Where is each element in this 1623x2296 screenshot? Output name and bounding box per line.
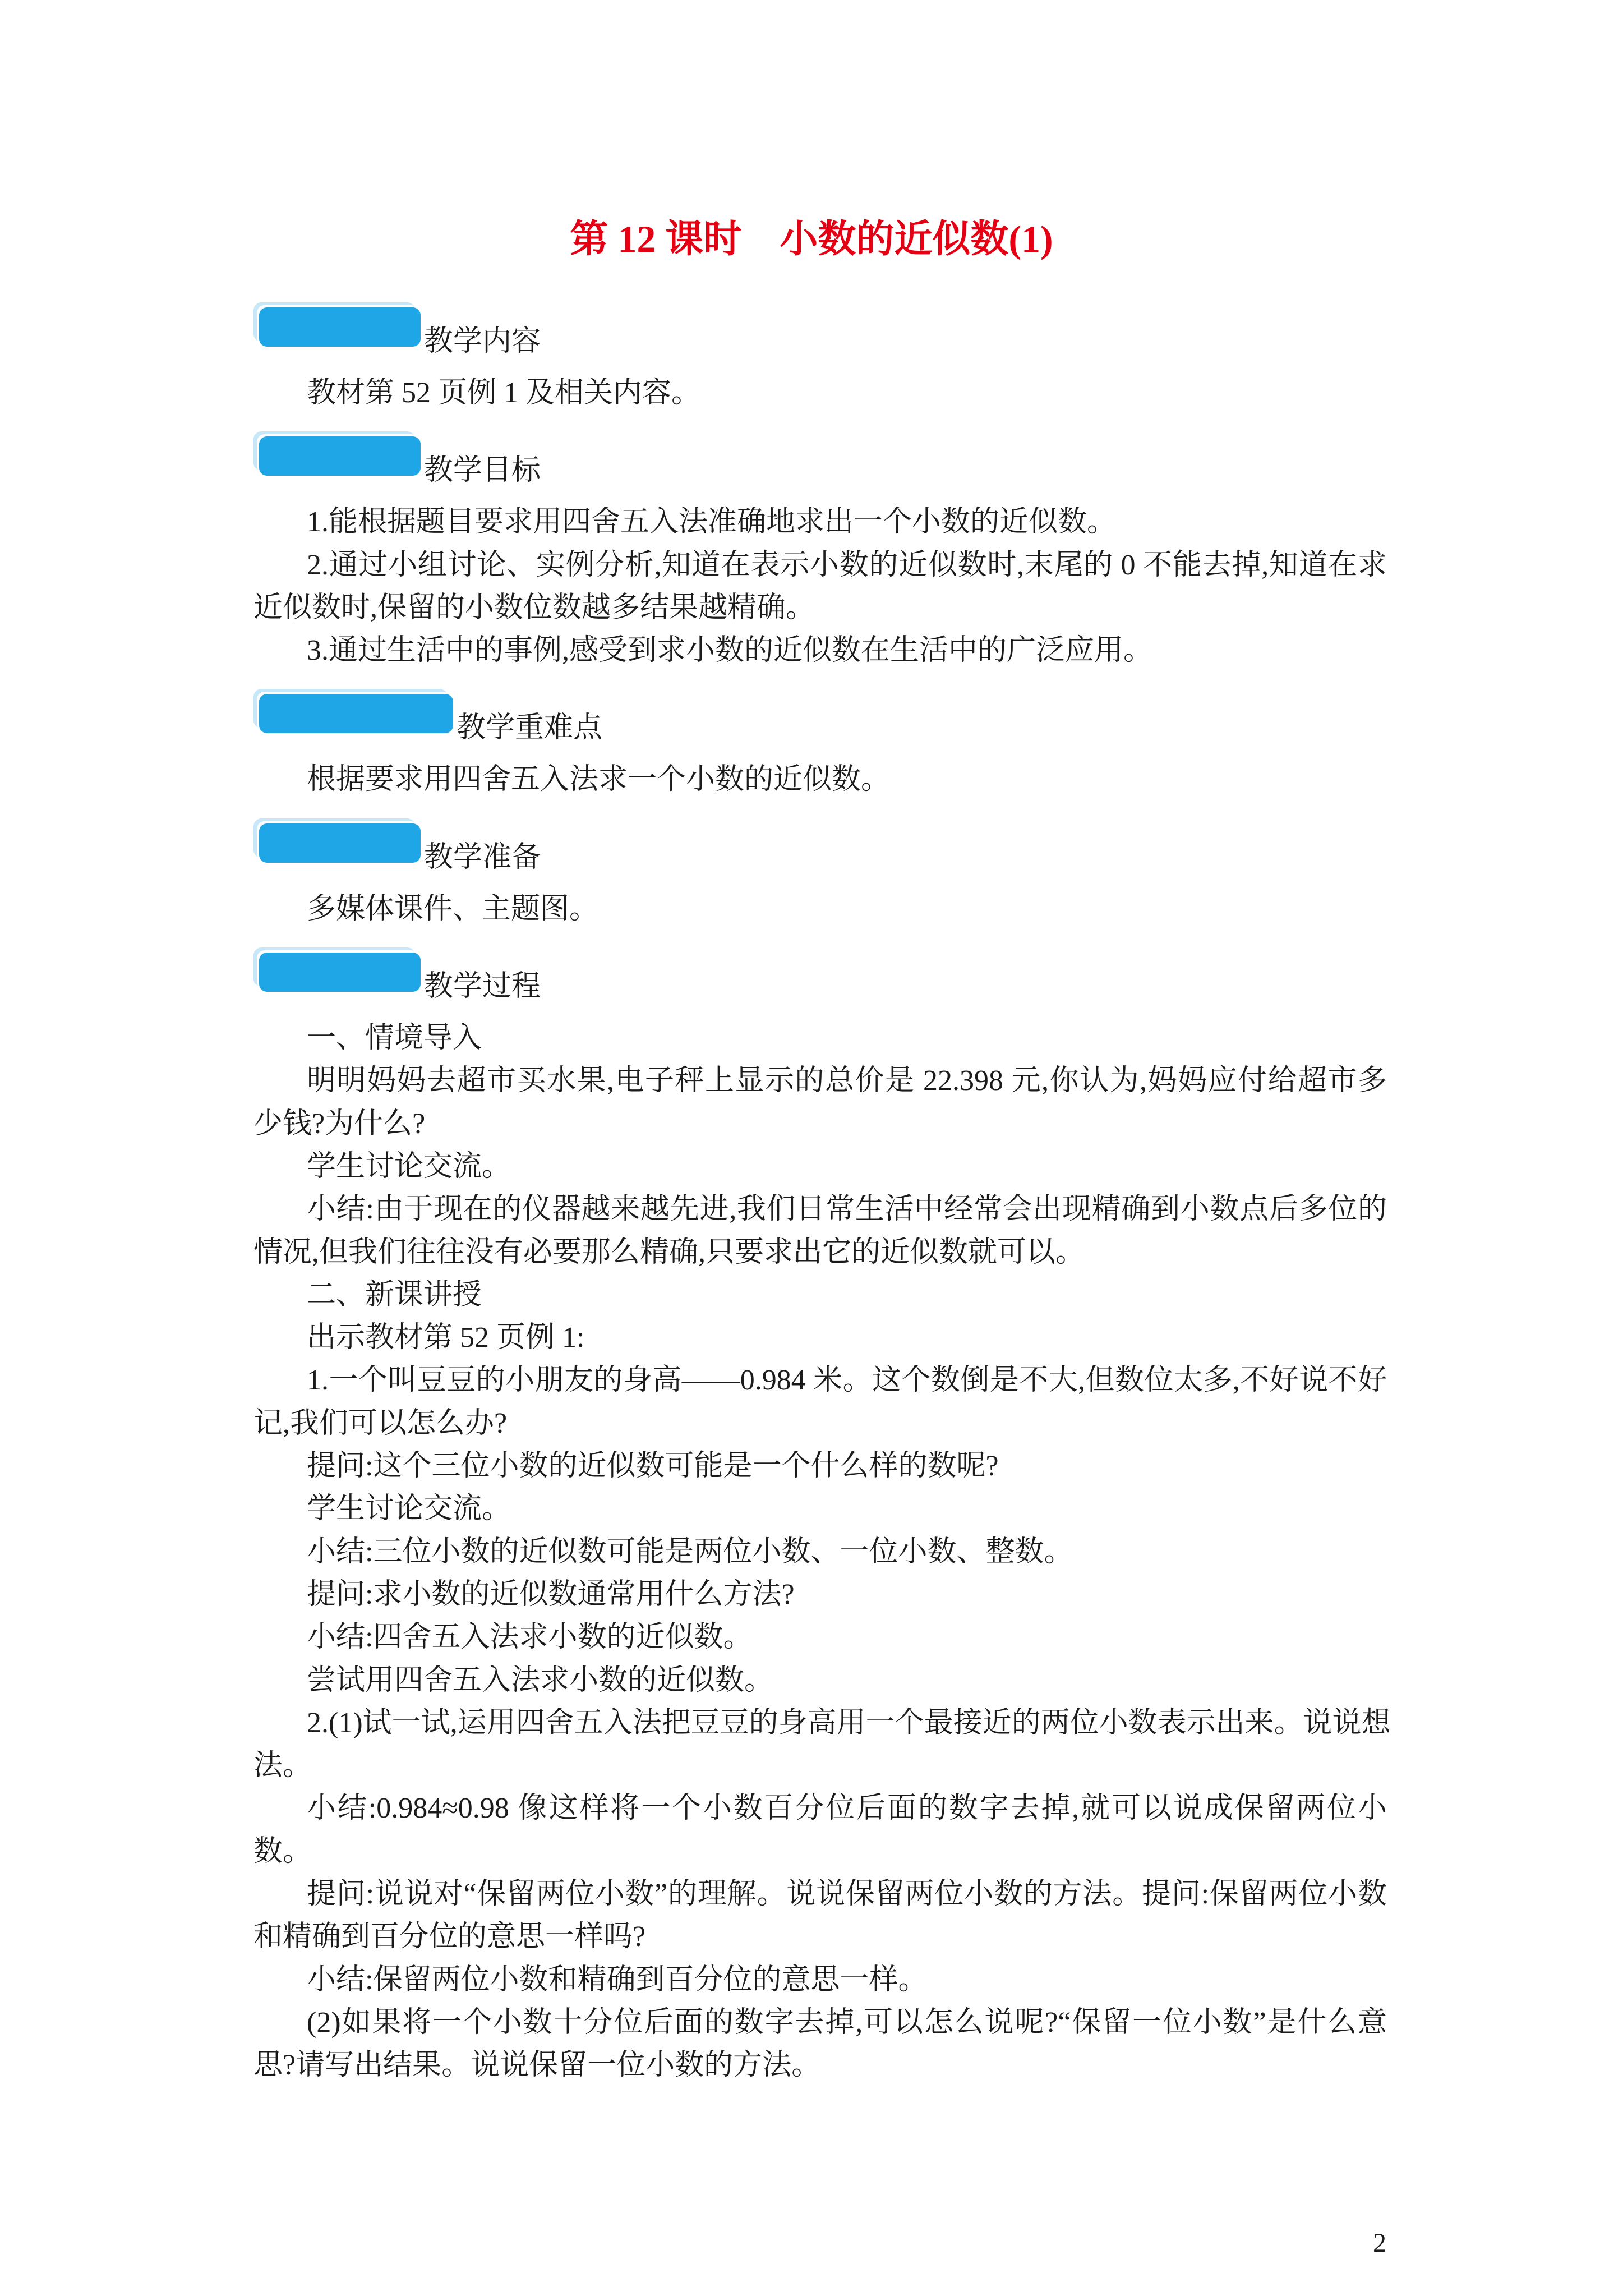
paragraph [253, 1145, 1387, 1188]
paragraph [253, 544, 1387, 630]
section-header [253, 302, 1387, 372]
paragraph-line: 学生讨论交流。 [307, 1150, 511, 1182]
paragraph-line: 法。 [253, 1750, 312, 1782]
paragraph [253, 2001, 1387, 2087]
paragraph-line: 数。 [253, 1835, 312, 1867]
paragraph-line: 少钱?为什么? [253, 1107, 426, 1140]
section-badge [259, 694, 453, 733]
paragraph-line: 出示教材第 52 页例 1: [307, 1322, 585, 1354]
paragraph-line: 思?请写出结果。说说保留一位小数的方法。 [253, 2049, 821, 2082]
paragraph-line: 明明妈妈去超市买水果,电子秤上显示的总价是 22.398 元,你认为,妈妈应付给超市多 [307, 1065, 1387, 1097]
paragraph-line: 二、新课讲授 [307, 1278, 482, 1311]
paragraph-line: 多媒体课件、主题图。 [307, 892, 599, 925]
section-badge [259, 436, 421, 476]
paragraph-line: 提问:这个三位小数的近似数可能是一个什么样的数呢? [307, 1450, 999, 1483]
paragraph-line: 尝试用四舍五入法求小数的近似数。 [307, 1664, 774, 1696]
paragraph [253, 888, 1387, 931]
section-heading: 教学目标 [424, 454, 541, 487]
section-teaching-content [253, 302, 1387, 415]
section-heading: 教学过程 [424, 970, 541, 1003]
section-teaching-preparation [253, 818, 1387, 931]
paragraph [253, 1959, 1387, 2001]
paragraph-line: 2.(1)试一试,运用四舍五入法把豆豆的身高用一个最接近的两位小数表示出来。说说想 [307, 1706, 1391, 1739]
paragraph-line: (2)如果将一个小数十分位后面的数字去掉,可以怎么说呢?“保留一位小数”是什么意 [307, 2006, 1387, 2039]
paragraph-line: 1.一个叫豆豆的小朋友的身高——0.984 米。这个数倒是不大,但数位太多,不好说不好 [307, 1364, 1387, 1397]
paragraph [253, 1573, 1387, 1616]
paragraph-line: 教材第 52 页例 1 及相关内容。 [307, 377, 701, 409]
paragraph [253, 758, 1387, 801]
section-key-difficulties [253, 689, 1387, 801]
section-heading: 教学准备 [424, 841, 541, 873]
paragraph [253, 1531, 1387, 1573]
paragraph [253, 1659, 1387, 1702]
paragraph [253, 1017, 1387, 1060]
paragraph-line: 提问:求小数的近似数通常用什么方法? [307, 1578, 795, 1611]
section-header [253, 818, 1387, 888]
paragraph-line: 3.通过生活中的事例,感受到求小数的近似数在生活中的广泛应用。 [307, 634, 1153, 667]
paragraph [253, 501, 1387, 544]
paragraph-line: 一、情境导入 [307, 1022, 482, 1055]
paragraph-line: 2.通过小组讨论、实例分析,知道在表示小数的近似数时,末尾的 0 不能去掉,知道在求 [307, 549, 1387, 581]
paragraph [253, 1188, 1387, 1274]
document-body [253, 302, 1391, 2087]
section-badge [259, 307, 421, 347]
page-title: 第 12 课时 小数的近似数(1) [570, 218, 1053, 260]
paragraph-line: 提问:说说对“保留两位小数”的理解。说说保留两位小数的方法。提问:保留两位小数 [307, 1878, 1387, 1911]
section-heading: 教学内容 [424, 325, 541, 357]
section-teaching-process [253, 947, 1391, 2087]
section-header [253, 947, 1387, 1017]
paragraph-line: 和精确到百分位的意思一样吗? [253, 1921, 646, 1953]
paragraph-line: 小结:保留两位小数和精确到百分位的意思一样。 [307, 1963, 928, 1996]
section-teaching-objectives [253, 431, 1387, 672]
section-header [253, 431, 1387, 501]
paragraph [253, 629, 1387, 672]
paragraph [253, 1873, 1387, 1959]
paragraph [253, 1702, 1391, 1788]
paragraph-line: 记,我们可以怎么办? [253, 1407, 508, 1439]
section-badge [259, 823, 421, 863]
paragraph [253, 1060, 1387, 1145]
paragraph [253, 1488, 1387, 1530]
paragraph [253, 1274, 1387, 1317]
section-badge [259, 953, 421, 992]
paragraph-line: 情况,但我们往往没有必要那么精确,只要求出它的近似数就可以。 [253, 1236, 1085, 1268]
paragraph [253, 1787, 1387, 1873]
page-number: 2 [1373, 2228, 1386, 2258]
paragraph-line: 小结:四舍五入法求小数的近似数。 [307, 1621, 753, 1654]
paragraph-line: 1.能根据题目要求用四舍五入法准确地求出一个小数的近似数。 [307, 506, 1117, 539]
paragraph-line: 学生讨论交流。 [307, 1493, 511, 1525]
paragraph-line: 小结:由于现在的仪器越来越先进,我们日常生活中经常会出现精确到小数点后多位的 [307, 1193, 1387, 1226]
paragraph-line: 近似数时,保留的小数位数越多结果越精确。 [253, 591, 815, 624]
paragraph [253, 1445, 1387, 1488]
paragraph-line: 小结:0.984≈0.98 像这样将一个小数百分位后面的数字去掉,就可以说成保留两位小 [307, 1792, 1387, 1825]
paragraph [253, 1359, 1387, 1445]
paragraph-line: 小结:三位小数的近似数可能是两位小数、一位小数、整数。 [307, 1535, 1073, 1568]
paragraph-line: 根据要求用四舍五入法求一个小数的近似数。 [307, 763, 891, 796]
paragraph [253, 1317, 1387, 1359]
section-header [253, 689, 1387, 758]
paragraph [253, 372, 1387, 415]
section-heading: 教学重难点 [457, 712, 603, 744]
paragraph [253, 1616, 1387, 1659]
